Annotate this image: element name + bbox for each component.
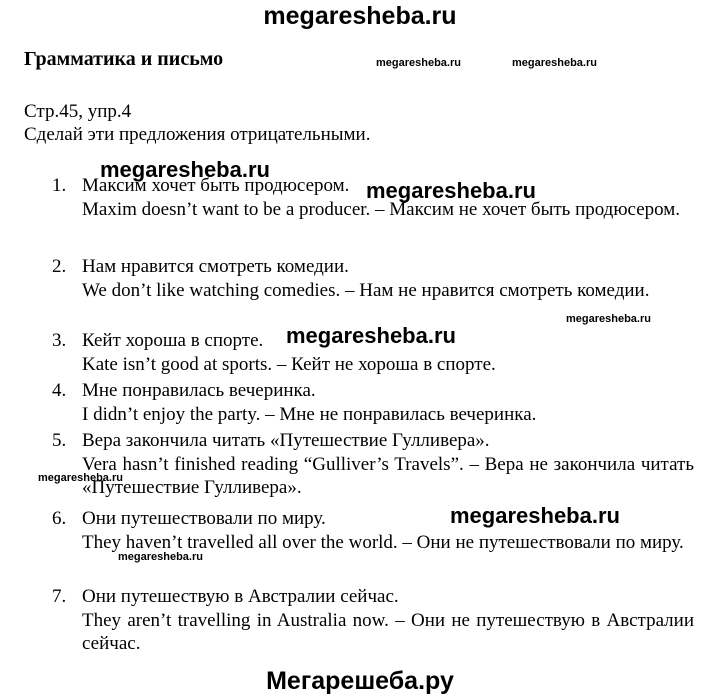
item-sentence: Кейт хороша в спорте.: [82, 330, 264, 351]
item-sentence: Вера закончила читать «Путешествие Гулливера».: [82, 430, 490, 451]
item-answer: Maxim doesn’t want to be a producer. – Максим не хочет быть продюсером.: [82, 198, 681, 220]
item-answer: We don’t like watching comedies. – Нам не нравится смотреть комедии.: [82, 279, 650, 301]
item-number: 2.: [52, 256, 67, 277]
watermark: megaresheba.ru: [376, 57, 461, 69]
watermark: megaresheba.ru: [118, 551, 203, 563]
item-sentence: Они путешествовали по миру.: [82, 508, 326, 529]
section-title: Грамматика и письмо: [24, 48, 224, 70]
watermark: megaresheba.ru: [286, 323, 456, 348]
item-sentence: Мне понравилась вечеринка.: [82, 380, 316, 401]
item-answer: They haven’t travelled all over the world. – Они не путешествовали по миру.: [82, 531, 684, 553]
watermark: megaresheba.ru: [366, 178, 536, 203]
item-number: 6.: [52, 508, 67, 529]
watermark: megaresheba.ru: [100, 157, 270, 182]
item-number: 4.: [52, 380, 67, 401]
site-header-watermark: megaresheba.ru: [263, 2, 457, 30]
task-instruction: Сделай эти предложения отрицательными.: [24, 124, 371, 145]
item-answer: I didn’t enjoy the party. – Мне не понравилась вечеринка.: [82, 403, 537, 425]
item-number: 5.: [52, 430, 67, 451]
watermark: megaresheba.ru: [512, 57, 597, 69]
item-number: 1.: [52, 175, 67, 196]
item-answer: Kate isn’t good at sports. – Кейт не хороша в спорте.: [82, 353, 496, 375]
watermark: megaresheba.ru: [566, 313, 651, 325]
footer-brand-watermark: Мегарешеба.ру: [266, 667, 454, 695]
item-answer: Vera hasn’t finished reading “Gulliver’s Travels”. – Вера не закончила читать «Путешествие Гулливера».: [82, 453, 694, 499]
item-sentence: Нам нравится смотреть комедии.: [82, 256, 349, 277]
watermark: megaresheba.ru: [38, 472, 123, 484]
item-number: 7.: [52, 586, 67, 607]
watermark: megaresheba.ru: [450, 503, 620, 528]
item-answer: They aren’t travelling in Australia now. – Они не путешествую в Австралии сейчас.: [82, 609, 694, 655]
item-sentence: Максим хочет быть продюсером.: [82, 175, 350, 196]
item-sentence: Они путешествую в Австралии сейчас.: [82, 586, 399, 607]
task-reference: Стр.45, упр.4: [24, 101, 132, 122]
item-number: 3.: [52, 330, 67, 351]
